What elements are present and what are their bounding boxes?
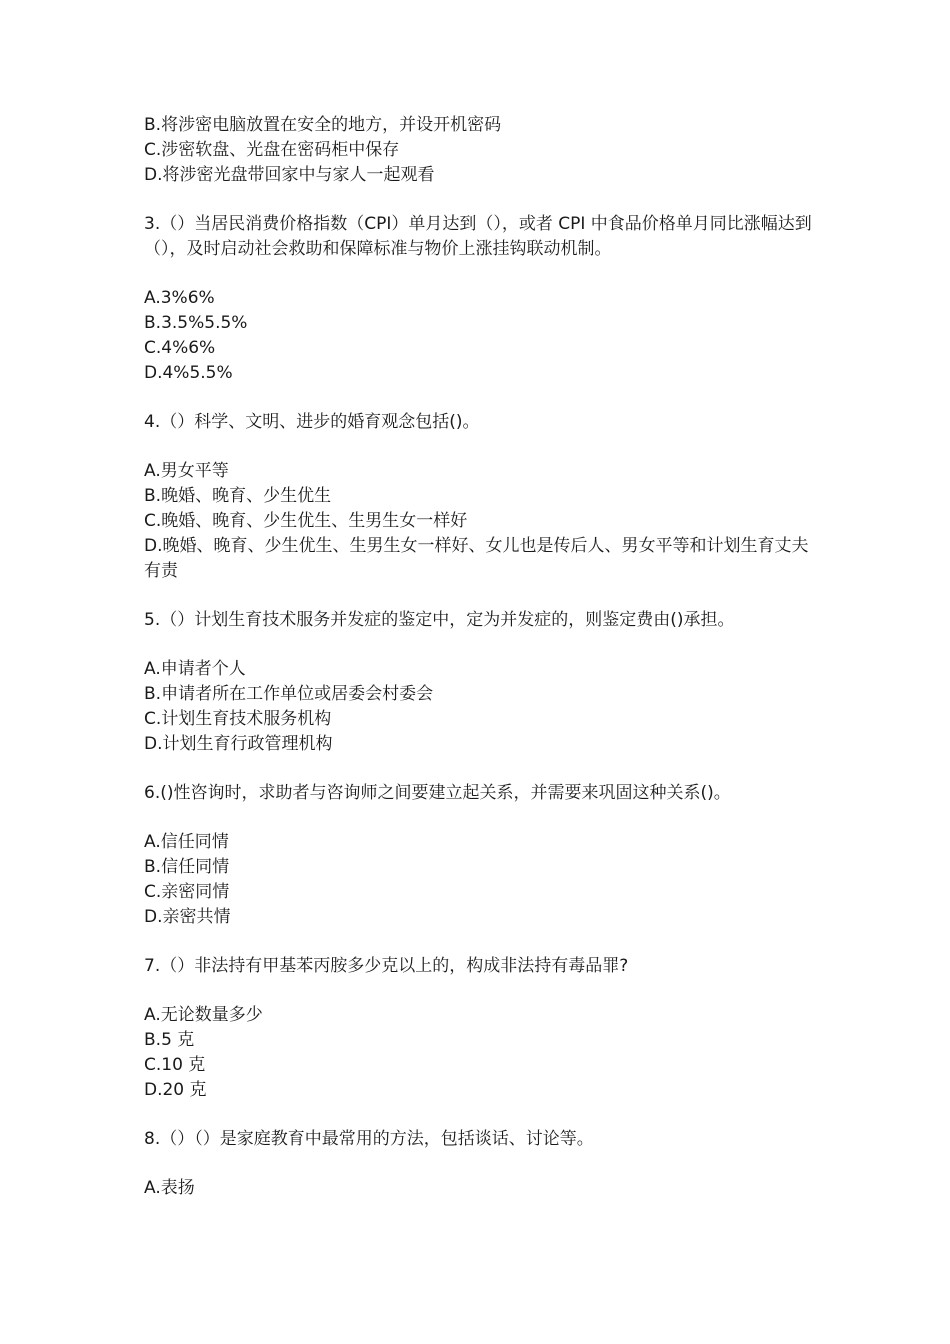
option-c: C.亲密同情 <box>144 882 230 902</box>
question-3 <box>144 212 824 262</box>
option-c: C.计划生育技术服务机构 <box>144 709 332 729</box>
question-7 <box>144 954 824 979</box>
question-4-options <box>144 459 824 584</box>
question-text: 5.（）计划生育技术服务并发症的鉴定中，定为并发症的，则鉴定费由()承担。 <box>144 610 735 630</box>
question-8-options <box>144 1176 824 1201</box>
question-text: 3.（）当居民消费价格指数（CPI）单月达到（），或者 CPI 中食品价格单月同比涨幅达到（），及时启动社会救助和保障标准与物价上涨挂钩联动机制。 <box>144 214 812 259</box>
question-6 <box>144 781 824 806</box>
option-b: B.3.5%5.5% <box>144 313 248 333</box>
question-7-options <box>144 1003 824 1103</box>
option-a: A.表扬 <box>144 1178 195 1198</box>
question-text: 6.()性咨询时，求助者与咨询师之间要建立起关系，并需要来巩固这种关系()。 <box>144 783 731 803</box>
option-a: A.3%6% <box>144 288 215 308</box>
document-page <box>144 113 824 1201</box>
question-6-options <box>144 830 824 930</box>
leading-options <box>144 113 824 188</box>
question-8 <box>144 1127 824 1152</box>
question-3-options <box>144 286 824 386</box>
option-a: A.无论数量多少 <box>144 1005 263 1025</box>
option-c: C.涉密软盘、光盘在密码柜中保存 <box>144 140 400 160</box>
option-d: D.4%5.5% <box>144 363 233 383</box>
option-a: A.男女平等 <box>144 461 229 481</box>
question-text: 4.（）科学、文明、进步的婚育观念包括()。 <box>144 412 480 432</box>
option-d: D.晚婚、晚育、少生优生、生男生女一样好、女儿也是传后人、男女平等和计划生育丈夫有责 <box>144 536 809 581</box>
option-b: B.信任同情 <box>144 857 230 877</box>
question-4 <box>144 410 824 435</box>
option-d: D.亲密共情 <box>144 907 231 927</box>
option-b: B.5 克 <box>144 1030 195 1050</box>
question-text: 7.（）非法持有甲基苯丙胺多少克以上的，构成非法持有毒品罪? <box>144 956 629 976</box>
option-d: D.将涉密光盘带回家中与家人一起观看 <box>144 165 435 185</box>
option-b: B.申请者所在工作单位或居委会村委会 <box>144 684 434 704</box>
question-5 <box>144 608 824 633</box>
option-a: A.信任同情 <box>144 832 229 852</box>
question-5-options <box>144 657 824 757</box>
option-c: C.10 克 <box>144 1055 206 1075</box>
option-a: A.申请者个人 <box>144 659 246 679</box>
option-b: B.晚婚、晚育、少生优生 <box>144 486 332 506</box>
option-c: C.4%6% <box>144 338 216 358</box>
option-c: C.晚婚、晚育、少生优生、生男生女一样好 <box>144 511 468 531</box>
option-d: D.20 克 <box>144 1080 207 1100</box>
option-d: D.计划生育行政管理机构 <box>144 734 333 754</box>
question-text: 8.（）（）是家庭教育中最常用的方法，包括谈话、讨论等。 <box>144 1129 594 1149</box>
option-b: B.将涉密电脑放置在安全的地方，并设开机密码 <box>144 115 502 135</box>
